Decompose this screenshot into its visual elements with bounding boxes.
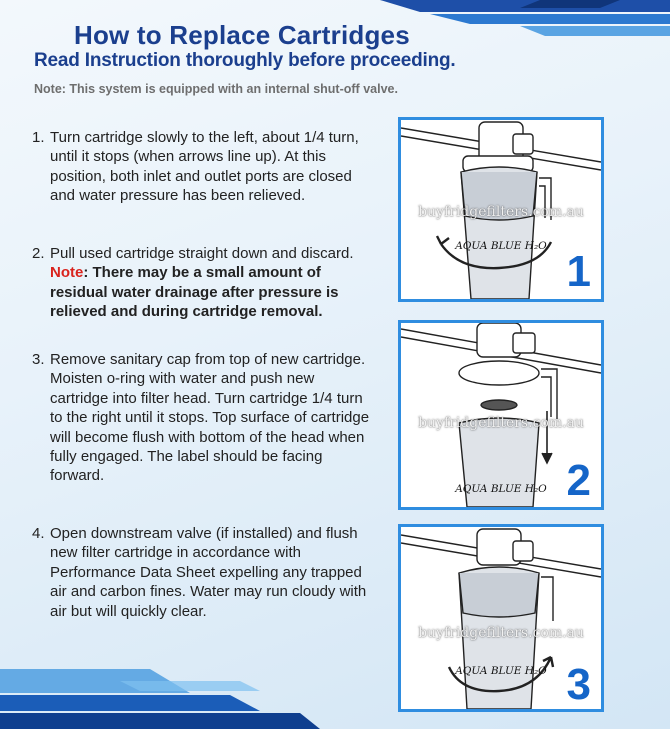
page-title: How to Replace Cartridges <box>74 20 410 50</box>
step-text: Turn cartridge slowly to the left, about 1/4 turn, until it stops (when arrows line up). At this position, both inlet and outlet ports are closed and water pressure has been relieved. <box>50 129 359 205</box>
step-number: 2. <box>32 245 45 262</box>
page-subtitle: Read Instruction thoroughly before proceeding. <box>34 50 456 71</box>
cartridge-brand-label: AQUA BLUE H₂O <box>455 665 547 677</box>
step-1-illustration <box>398 117 604 302</box>
step-1 <box>32 128 372 206</box>
step-3 <box>32 350 372 486</box>
step-number: 1. <box>32 129 45 146</box>
watermark: buyfridgefilters.com.au <box>418 625 584 641</box>
shutoff-valve-note: Note: This system is equipped with an internal shut-off valve. <box>34 82 398 96</box>
cartridge-brand-label: AQUA BLUE H₂O <box>455 240 547 252</box>
bottom-left-decoration <box>0 659 320 729</box>
watermark: buyfridgefilters.com.au <box>418 415 584 431</box>
step-number-badge: 3 <box>566 660 591 709</box>
step-2-illustration <box>398 320 604 510</box>
step-number-badge: 1 <box>566 247 591 296</box>
step-number: 3. <box>32 351 45 368</box>
note-text: : There may be a small amount of residual water drainage after pressure is relieved and during cartridge removal. <box>50 264 339 321</box>
watermark: buyfridgefilters.com.au <box>418 204 584 220</box>
note-label: Note <box>50 264 84 282</box>
step-4 <box>32 524 372 621</box>
step-3-illustration <box>398 524 604 712</box>
step-2 <box>32 244 372 322</box>
step-text-container <box>50 244 372 322</box>
step-text: Pull used cartridge straight down and discard. <box>50 245 354 262</box>
step-text: Open downstream valve (if installed) and flush new filter cartridge in accordance with Performance Data Sheet expelling any trapped air and carbon fines. Water may run cloudy with air but will quickly clear. <box>50 525 367 620</box>
step-text: Remove sanitary cap from top of new cartridge. Moisten o-ring with water and push new cartridge into filter head. Turn cartridge 1/4 turn to the right until it stops. Top surface of cartridge will become flush with bottom of the head when fully engaged. The label should be facing forward. <box>50 351 370 485</box>
step-number: 4. <box>32 525 45 542</box>
cartridge-brand-label: AQUA BLUE H₂O <box>455 483 547 495</box>
step-number-badge: 2 <box>566 456 591 505</box>
